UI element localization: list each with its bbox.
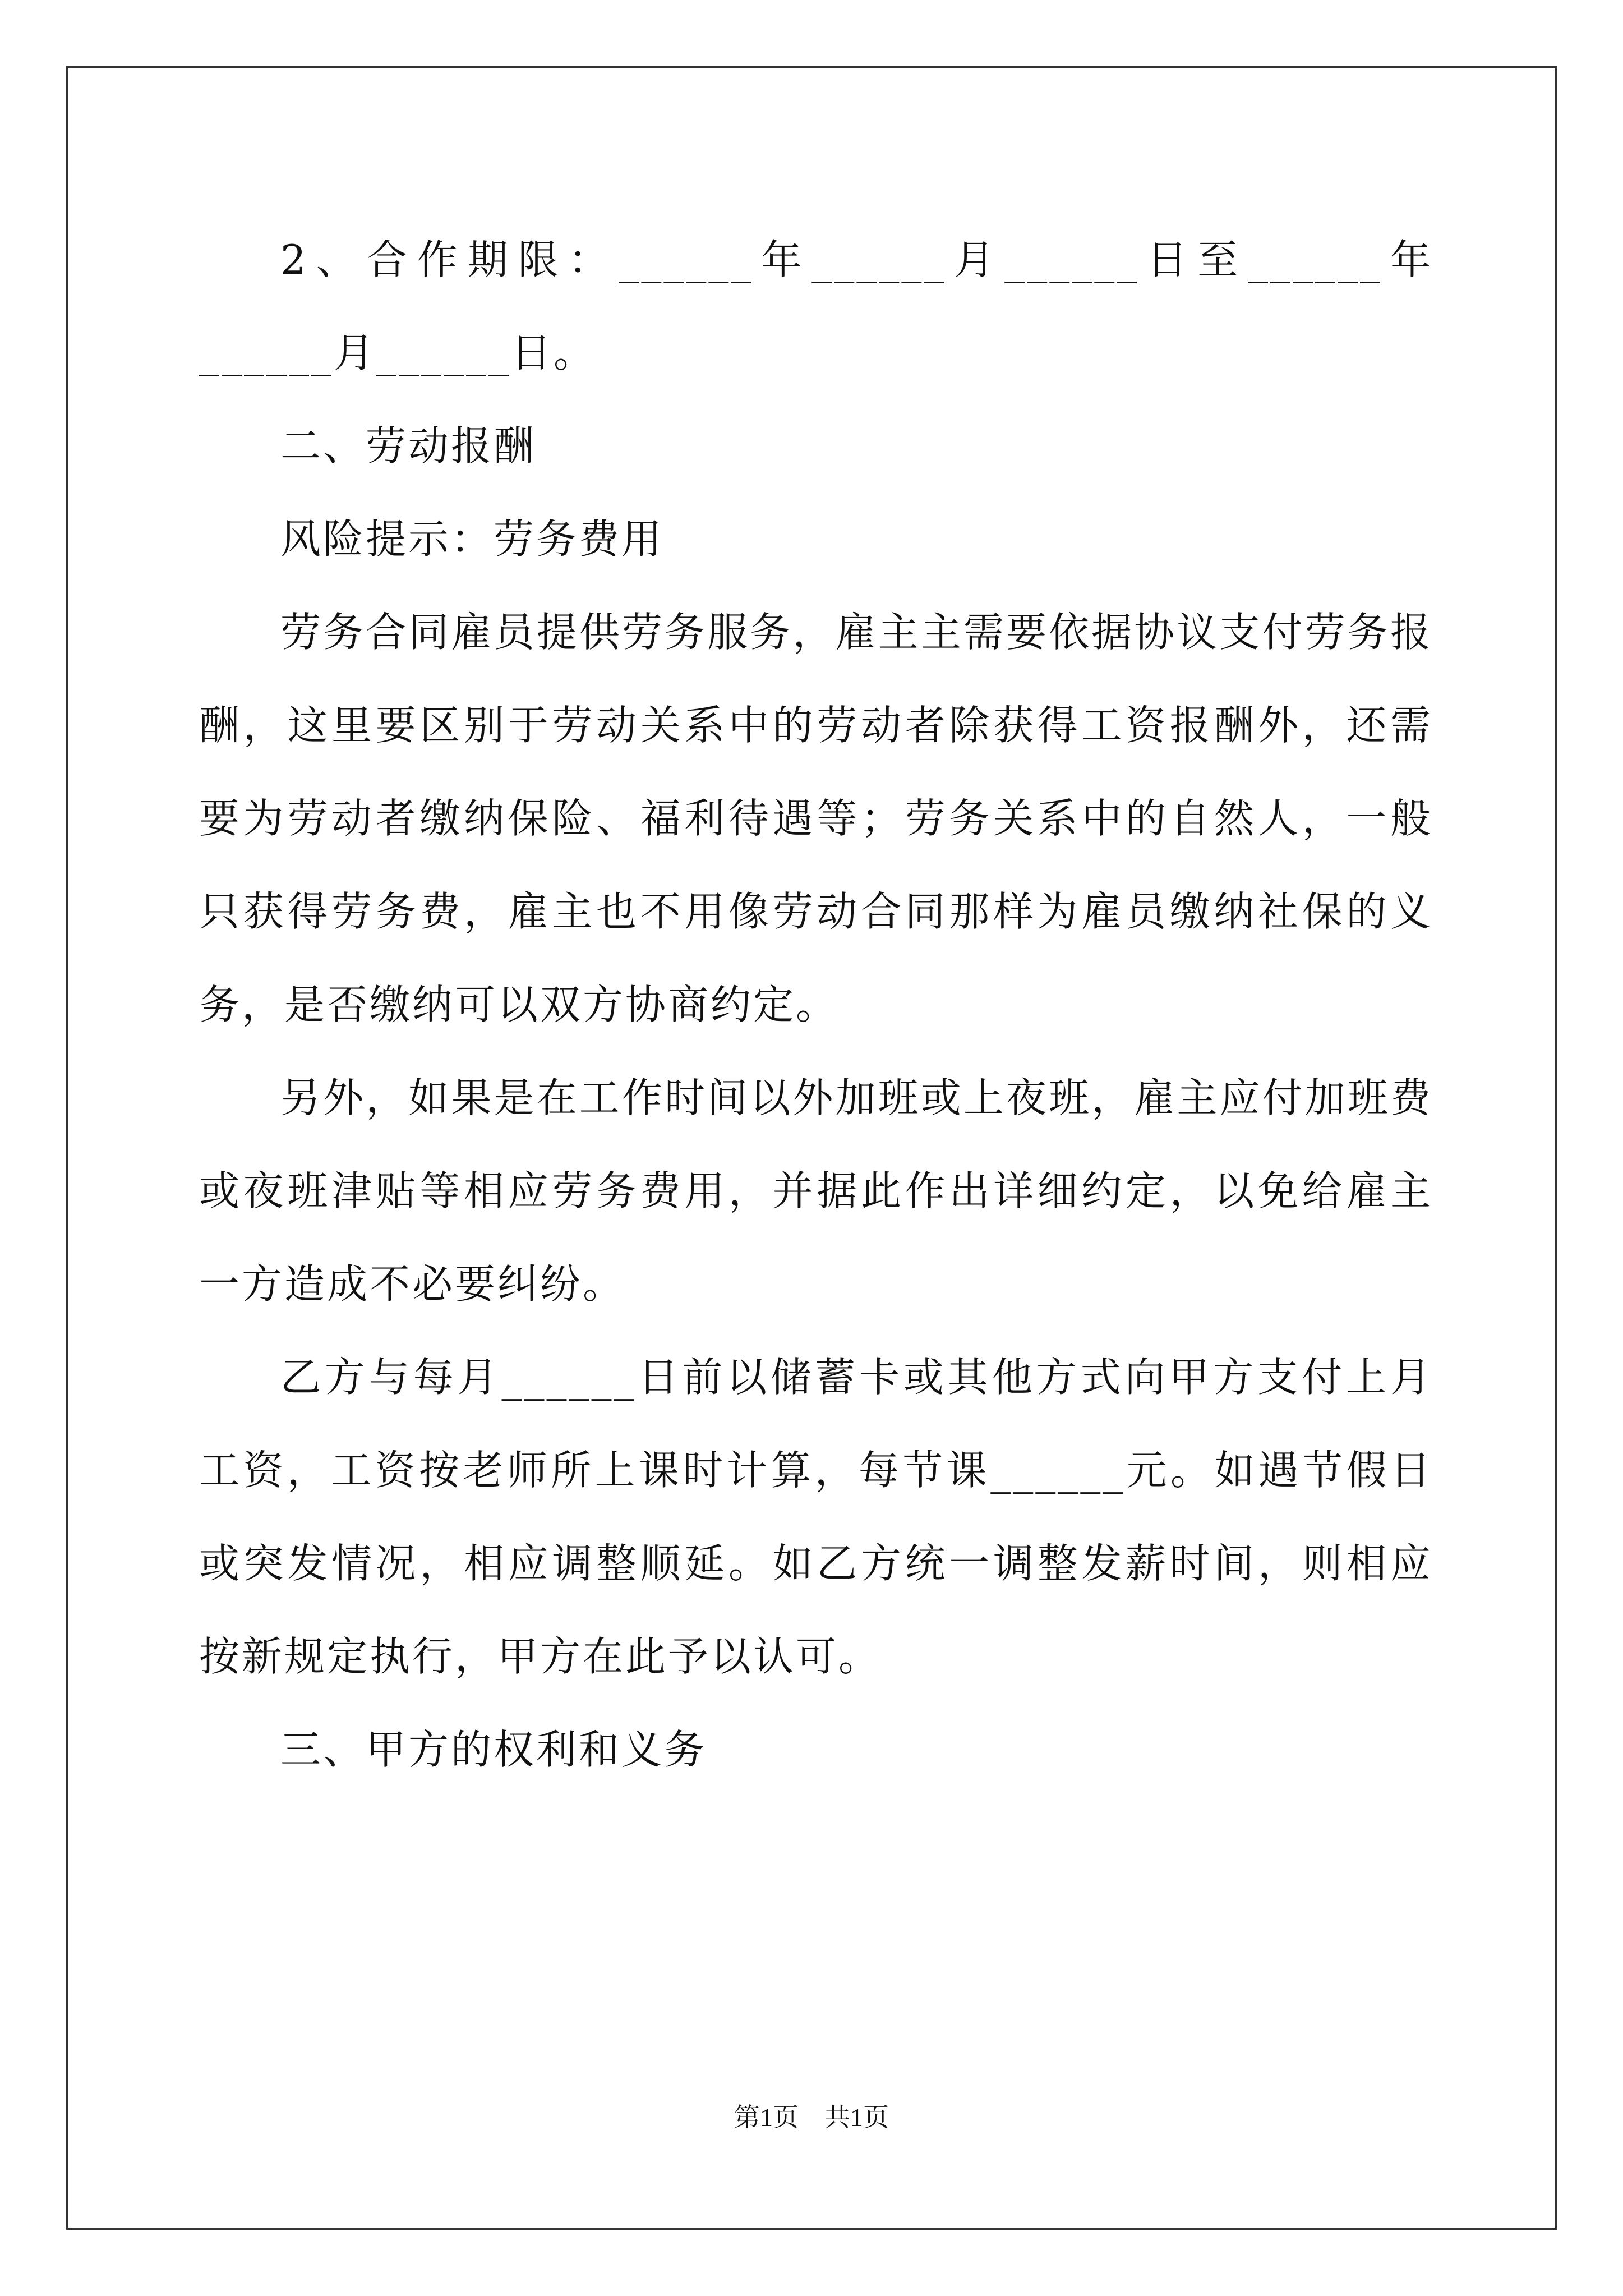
section-heading-remuneration: 二、劳动报酬 bbox=[280, 422, 537, 470]
page-number-footer: 第1页 共1页 bbox=[734, 2103, 889, 2132]
paragraph-overtime: 另外，如果是在工作时间以外加班或上夜班，雇主应付加班费或夜班津贴等相应劳务费用，并据此作出详细约定，以免给雇主一方造成不必要纠纷。 bbox=[199, 1074, 1433, 1308]
section-heading-party-a-rights: 三、甲方的权利和义务 bbox=[280, 1726, 707, 1773]
risk-tip-heading: 风险提示：劳务费用 bbox=[280, 516, 665, 563]
clause-cooperation-period: 2、合作期限：______年______月______日至______年______月______日。 bbox=[199, 236, 1433, 376]
paragraph-salary-payment: 乙方与每月______日前以储蓄卡或其他方式向甲方支付上月工资，工资按老师所上课时计算，每节课______元。如遇节假日或突发情况，相应调整顺延。如乙方统一调整发薪时间，则相应按新规定执行，甲方在此予以认可。 bbox=[199, 1354, 1433, 1680]
document-body bbox=[199, 213, 1433, 1796]
paragraph-labor-service-fee: 劳务合同雇员提供劳务服务，雇主主需要依据协议支付劳务报酬，这里要区别于劳动关系中的劳动者除获得工资报酬外，还需要为劳动者缴纳保险、福利待遇等；劳务关系中的自然人，一般只获得劳务费，雇主也不用像劳动合同那样为雇员缴纳社保的义务，是否缴纳可以双方协商约定。 bbox=[199, 609, 1433, 1028]
